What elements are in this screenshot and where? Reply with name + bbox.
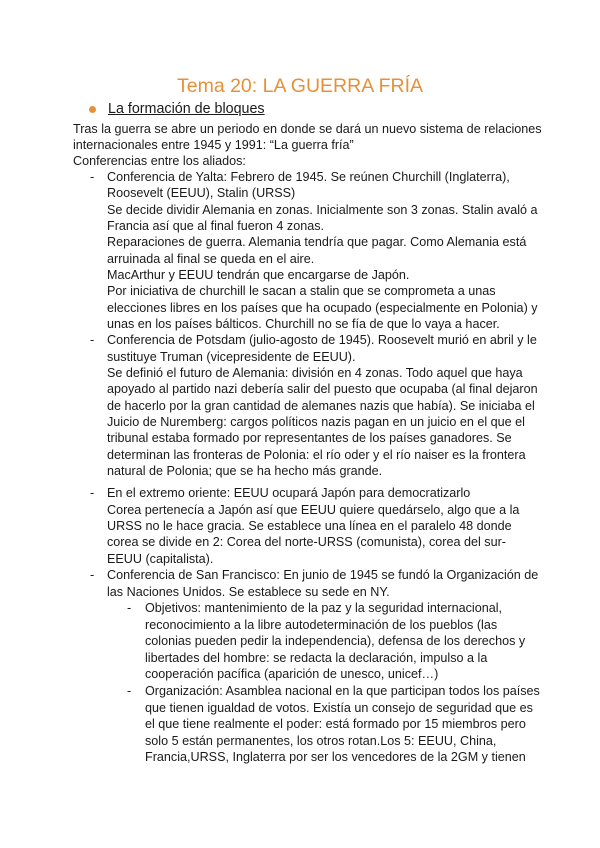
- sublist-item-line: libertades del hombre: se redacta la declaración, impulso a la: [145, 650, 488, 665]
- list-item-line: Juicio de Nuremberg: cargos políticos nazis pagan en un juicio en el que el: [107, 415, 525, 429]
- list-dash: -: [90, 333, 95, 347]
- sublist-item-line: cooperación pacífica (aparición de unesco, unicef…): [145, 667, 439, 681]
- list-item-line: arruinada al final se queda en el aire.: [107, 251, 315, 266]
- list-item-line: Conferencia de San Francisco: En junio de 1945 se fundó la Organización de: [107, 568, 539, 582]
- list-item-line: Se decide dividir Alemania en zonas. Inicialmente son 3 zonas. Stalin avaló a: [107, 202, 538, 217]
- list-item-line: Conferencia de Yalta: Febrero de 1945. Se reúnen Churchill (Inglaterra),: [107, 170, 510, 184]
- list-dash: -: [90, 170, 95, 184]
- list-item-line: elecciones libres en los países que ha ocupado (especialmente en Polonia) y: [107, 300, 538, 315]
- intro-line: Conferencias entre los aliados:: [73, 154, 246, 168]
- list-dash: -: [90, 568, 95, 582]
- sublist-item-line: solo 5 están permanentes, los otros rotan.Los 5: EEUU, China,: [145, 733, 497, 748]
- list-item-line: Reparaciones de guerra. Alemania tendría que pagar. Como Alemania está: [107, 235, 527, 249]
- sublist-item-line: reconocimiento a la libre autodeterminación de los pueblos (las: [145, 617, 498, 632]
- bullet-dot-icon: [89, 106, 96, 113]
- list-item-line: Francia así que al final fueron 4 zonas.: [107, 219, 325, 233]
- list-item-line: de hacerlo por la gran cantidad de alemanes nazis que había). Se iniciaba el: [107, 398, 535, 413]
- list-item-line: determinan las fronteras de Polonia: el río oder y el río naiser es la frontera: [107, 447, 526, 462]
- sublist-item-line: colonias pueden pedir la independencia), defensa de los derechos y: [145, 634, 526, 648]
- list-dash: -: [90, 486, 95, 500]
- page-title: Tema 20: LA GUERRA FRÍA: [176, 75, 423, 97]
- list-item-line: Roosevelt (EEUU), Stalin (URSS): [107, 186, 296, 200]
- list-item-line: EEUU (capitalista).: [107, 551, 214, 566]
- list-item-line: unas en los países bálticos. Churchill no se fía de que lo vaya a hacer.: [107, 317, 500, 331]
- list-item-line: tribunal estaba formado por representantes de los países ganadores. Se: [107, 431, 512, 445]
- section-heading: La formación de bloques: [108, 101, 265, 117]
- intro-line: internacionales entre 1945 y 1991: “La guerra fría”: [73, 138, 354, 152]
- sublist-dash: -: [127, 601, 132, 615]
- sublist-item-line: Organización: Asamblea nacional en la que participan todos los países: [145, 684, 540, 698]
- list-item-line: URSS no le hace gracia. Se establece una línea en el paralelo 48 donde: [107, 519, 512, 533]
- list-item-line: corea se divide en 2: Corea del norte-URSS (comunista), corea del sur-: [107, 535, 506, 549]
- list-item-line: MacArthur y EEUU tendrán que encargarse de Japón.: [107, 268, 410, 282]
- list-item-line: En el extremo oriente: EEUU ocupará Japón para democratizarlo: [107, 486, 471, 500]
- list-item-line: Conferencia de Potsdam (julio-agosto de 1945). Roosevelt murió en abril y le: [107, 333, 537, 347]
- list-item-line: las Naciones Unidos. Se establece su sede en NY.: [107, 584, 390, 599]
- sublist-item-line: que tienen igualdad de votos. Existía un consejo de seguridad que es: [145, 700, 533, 715]
- list-item-line: apoyado al partido nazi debería salir del puesto que ocupaba (al final dejaron: [107, 382, 538, 396]
- list-item-line: sustituye Truman (vicepresidente de EEUU).: [107, 349, 356, 364]
- list-item-line: Se definió el futuro de Alemania: división en 4 zonas. Todo aquel que haya: [107, 366, 523, 380]
- sublist-item-line: el que tiene realmente el poder: está formado por 15 miembros pero: [145, 717, 526, 731]
- sublist-item-line: Objetivos: mantenimiento de la paz y la seguridad internacional,: [145, 601, 503, 615]
- intro-line: Tras la guerra se abre un periodo en donde se dará un nuevo sistema de relaciones: [73, 122, 542, 136]
- list-item-line: Por iniciativa de churchill le sacan a stalin que se comprometa a unas: [107, 284, 496, 298]
- list-item-line: natural de Polonia; que se ha hecho más grande.: [107, 464, 383, 478]
- list-item-line: Corea pertenecía a Japón así que EEUU quiere quedárselo, algo que a la: [107, 502, 520, 517]
- sublist-item-line: Francia,URSS, Inglaterra por ser los vencedores de la 2GM y tienen: [145, 750, 526, 764]
- sublist-dash: -: [127, 684, 132, 698]
